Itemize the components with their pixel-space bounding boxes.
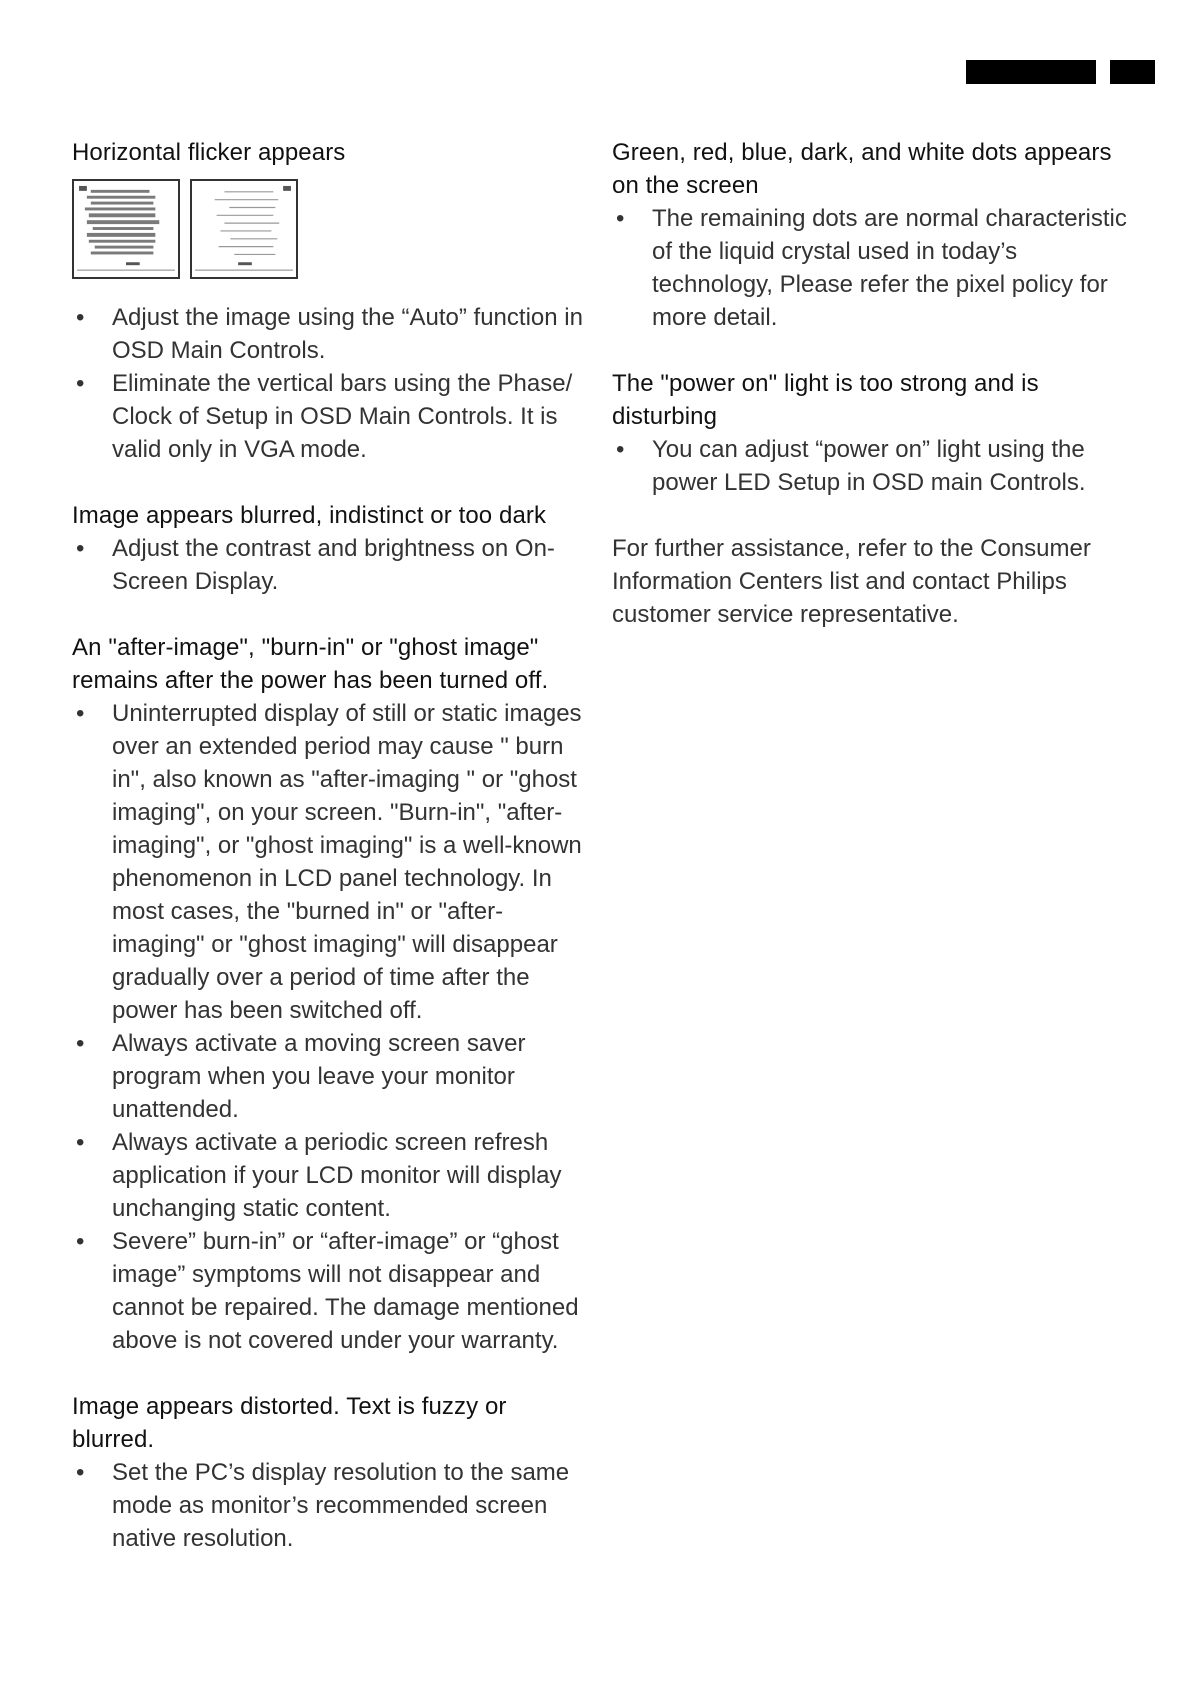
list-item: • Set the PC’s display resolution to the same mode as monitor’s recommended screen native resolution.: [72, 1456, 592, 1555]
section-after-image: [72, 631, 592, 1357]
section-heading: The "power on" light is too strong and is disturbing: [612, 370, 1039, 430]
list-item: • Adjust the contrast and brightness on On-Screen Display.: [72, 532, 592, 598]
section-heading: Horizontal flicker appears: [72, 139, 346, 166]
section-image-distorted: [72, 1390, 592, 1555]
section-heading: Image appears blurred, indistinct or too dark: [72, 502, 547, 529]
bullet-list: [612, 433, 1132, 499]
section-heading: Green, red, blue, dark, and white dots appears on the screen: [612, 139, 1112, 199]
list-item: • Always activate a periodic screen refresh application if your LCD monitor will display unchanging static content.: [72, 1126, 592, 1225]
list-item: • The remaining dots are normal characteristic of the liquid crystal used in today’s technology, Please refer the pixel policy for more detail.: [612, 202, 1132, 334]
list-item: • Always activate a moving screen saver program when you leave your monitor unattended.: [72, 1027, 592, 1126]
section-tab-marker: [966, 60, 1096, 84]
bullet-list: [612, 202, 1132, 334]
section-horizontal-flicker: [72, 136, 592, 466]
section-heading: Image appears distorted. Text is fuzzy or blurred.: [72, 1393, 507, 1453]
bullet-list: [72, 301, 592, 466]
section-image-blurred: [72, 499, 592, 598]
left-column: [72, 136, 592, 1588]
list-item: • Adjust the image using the “Auto” function in OSD Main Controls.: [72, 301, 592, 367]
flicker-lines-image: [77, 184, 175, 274]
bullet-list: [72, 532, 592, 598]
further-assistance-paragraph: For further assistance, refer to the Consumer Information Centers list and contact Philips customer service representative.: [612, 535, 1091, 628]
page-header-tabs: [966, 60, 1155, 84]
right-column: [612, 136, 1132, 631]
list-item: • Uninterrupted display of still or static images over an extended period may cause " burn in", also known as "after-imaging " or "ghost imaging", on your screen. "Burn-in", "after-imaging", or "ghost imaging" is a well-known phenomenon in LCD panel technology. In most cases, the "burned in" or "after-imaging" or "ghost imaging" will disappear gradually over a period of time after the power has been switched off.: [72, 697, 592, 1027]
list-item: • You can adjust “power on” light using the power LED Setup in OSD main Controls.: [612, 433, 1132, 499]
flicker-screen-image: [72, 179, 180, 279]
section-colored-dots: [612, 136, 1132, 334]
flicker-illustration: [72, 179, 592, 279]
section-heading: An "after-image", "burn-in" or "ghost image" remains after the power has been turned off.: [72, 634, 549, 694]
clear-lines-image: [195, 184, 293, 274]
bullet-list: [72, 1456, 592, 1555]
list-item: • Eliminate the vertical bars using the Phase/ Clock of Setup in OSD Main Controls. It is valid only in VGA mode.: [72, 367, 592, 466]
section-power-light: [612, 367, 1132, 499]
bullet-list: [72, 697, 592, 1357]
list-item: • Severe” burn-in” or “after-image” or “ghost image” symptoms will not disappear and cannot be repaired. The damage mentioned above is not covered under your warranty.: [72, 1225, 592, 1357]
page-number-tab-marker: [1110, 60, 1155, 84]
clear-screen-image: [190, 179, 298, 279]
